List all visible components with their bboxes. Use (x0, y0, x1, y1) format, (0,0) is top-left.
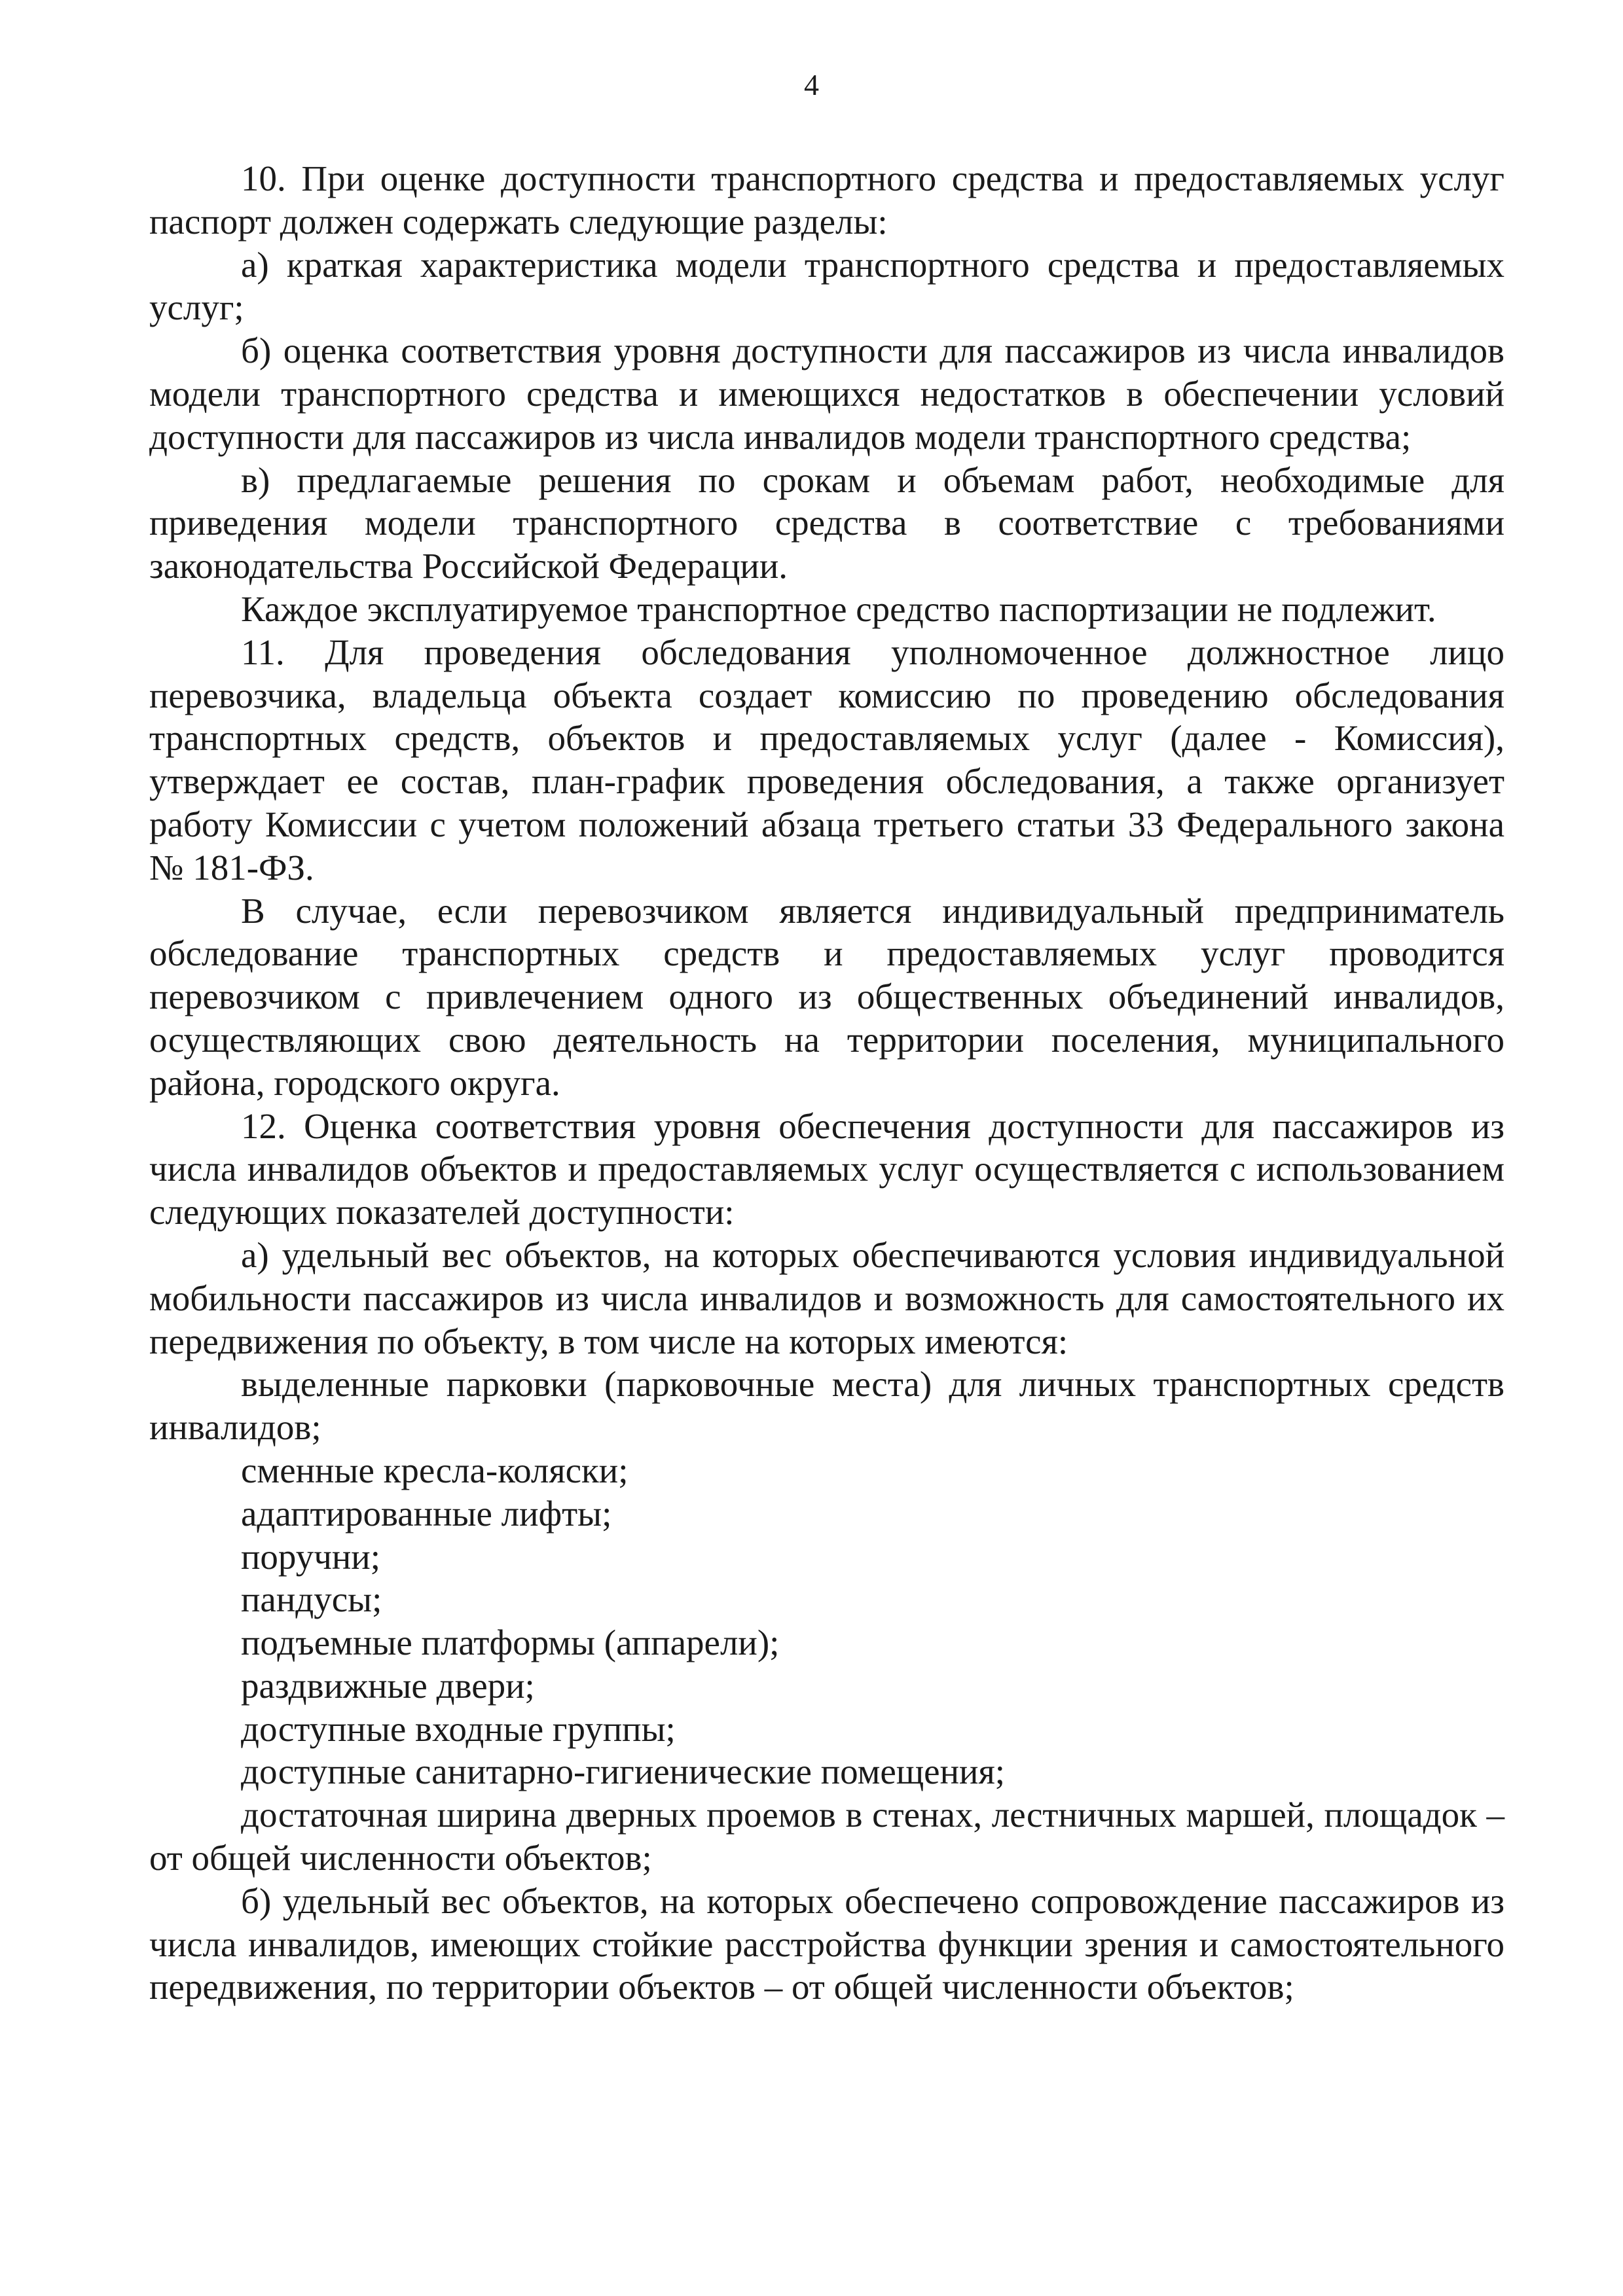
list-item-door-width: достаточная ширина дверных проемов в стенах, лестничных маршей, площадок – от общей численности объектов; (149, 1795, 1504, 1878)
list-item-ramps: пандусы; (241, 1579, 382, 1620)
paragraph-10: 10. При оценке доступности транспортного средства и предоставляемых услуг паспорт должен содержать следующие разделы: (149, 158, 1504, 242)
paragraph-10-b: б) оценка соответствия уровня доступности для пассажиров из числа инвалидов модели транспортного средства и имеющихся недостатков в обеспечении условий доступности для пассажиров из числа инвалидов модели транспортного средства; (149, 331, 1504, 457)
paragraph-12-b: б) удельный вес объектов, на которых обеспечено сопровождение пассажиров из числа инвалидов, имеющих стойкие расстройства функции зрения и самостоятельного передвижения, по территории объектов – от общей численности объектов; (149, 1880, 1504, 2007)
list-item-sanitary-rooms: доступные санитарно-гигиенические помещения; (241, 1751, 1006, 1792)
list-item-entrance-groups: доступные входные группы; (241, 1708, 676, 1749)
paragraph-10-a: а) краткая характеристика модели транспортного средства и предоставляемых услуг; (149, 244, 1504, 328)
list-item-platforms: подъемные платформы (аппарели); (241, 1623, 780, 1663)
paragraph-10-note: Каждое эксплуатируемое транспортное средство паспортизации не подлежит. (241, 588, 1436, 629)
list-item-lifts: адаптированные лифты; (241, 1493, 612, 1534)
document-body (149, 157, 1504, 2009)
list-item-parking: выделенные парковки (парковочные места) для личных транспортных средств инвалидов; (149, 1364, 1504, 1448)
paragraph-12-a: а) удельный вес объектов, на которых обеспечиваются условия индивидуальной мобильности пассажиров из числа инвалидов и возможность для самостоятельного их передвижения по объекту, в том числе на которых имеются: (149, 1234, 1504, 1361)
list-item-handrails: поручни; (241, 1536, 381, 1577)
paragraph-11: 11. Для проведения обследования уполномоченное должностное лицо перевозчика, владельца объекта создает комиссию по проведению обследования транспортных средств, объектов и предоставляемых услуг (далее - Комиссия), утверждает ее состав, план-график проведения обследования, а также организует работу Комиссии с учетом положений абзаца третьего статьи 33 Федерального закона № 181-ФЗ. (149, 632, 1504, 888)
paragraph-11-case: В случае, если перевозчиком является индивидуальный предприниматель обследование транспортных средств и предоставляемых услуг проводится перевозчиком с привлечением одного из общественных объединений инвалидов, осуществляющих свою деятельность на территории поселения, муниципального района, городского округа. (149, 890, 1504, 1103)
paragraph-12: 12. Оценка соответствия уровня обеспечения доступности для пассажиров из числа инвалидов объектов и предоставляемых услуг осуществляется с использованием следующих показателей доступности: (149, 1105, 1504, 1232)
list-item-wheelchairs: сменные кресла-коляски; (241, 1450, 629, 1490)
page-number: 4 (804, 68, 819, 101)
paragraph-10-v: в) предлагаемые решения по срокам и объемам работ, необходимые для приведения модели транспортного средства в соответствие с требованиями законодательства Российской Федерации. (149, 459, 1504, 586)
list-item-sliding-doors: раздвижные двери; (241, 1665, 535, 1706)
